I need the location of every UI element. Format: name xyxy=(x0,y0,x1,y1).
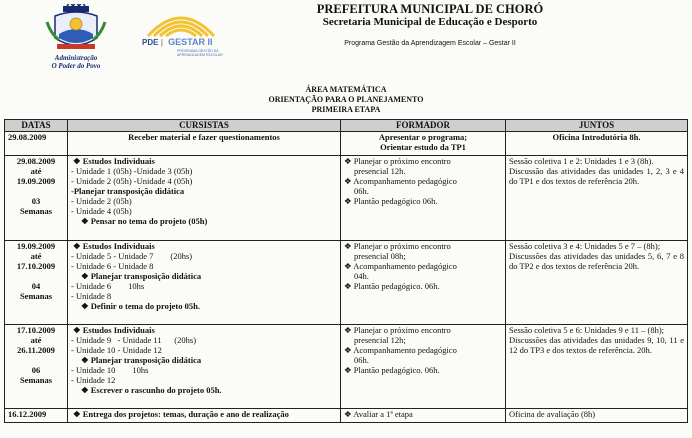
datas-cell xyxy=(5,156,68,241)
header-datas: DATAS xyxy=(5,120,68,132)
formador-line: ❖ Planejar o próximo encontro xyxy=(344,325,451,335)
prefeitura-title: PREFEITURA MUNICIPAL DE CHORÓ xyxy=(316,2,544,16)
cursistas-cell xyxy=(68,156,341,241)
cursistas-line: - Unidade 1 (05h) -Unidade 3 (05h) xyxy=(71,166,193,176)
formador-line: 04h. xyxy=(354,271,369,281)
cursistas-line: - Unidade 6 10hs xyxy=(71,281,145,291)
stage-heading: PRIMEIRA ETAPA xyxy=(311,105,381,114)
formador-line: ❖ Planejar o próximo encontro xyxy=(344,156,451,166)
datas-line xyxy=(8,355,64,365)
table-row xyxy=(5,325,688,409)
formador-line: presencial 08h; xyxy=(354,251,406,261)
gestar-wordmark: PDE | GESTAR II xyxy=(142,37,213,47)
datas-line: 03 xyxy=(31,196,41,206)
table-row xyxy=(5,409,688,423)
datas-line xyxy=(8,271,64,281)
formador-line: ❖ Avaliar a 1ª etapa xyxy=(344,409,413,419)
table-row xyxy=(5,156,688,241)
datas-line: 17.10.2009 xyxy=(16,325,56,335)
cursistas-line: - Unidade 9 - Unidade 11 (20hs) xyxy=(71,335,197,345)
juntos-cell xyxy=(506,132,688,156)
cursistas-line: Receber material e fazer questionamentos xyxy=(128,132,280,142)
logo-caption xyxy=(30,54,122,70)
formador-line: Orientar estudo da TP1 xyxy=(380,142,466,152)
gestar-subtitle: PROGRAMA GESTÃO DA APRENDIZAGEM ESCOLAR xyxy=(177,49,223,57)
datas-cell xyxy=(5,409,68,423)
formador-cell xyxy=(341,156,506,241)
datas-cell xyxy=(5,241,68,325)
datas-line: 06 xyxy=(31,365,41,375)
cursistas-cell xyxy=(68,325,341,409)
datas-line xyxy=(8,186,64,196)
pde-label: PDE xyxy=(142,38,159,47)
juntos-cell xyxy=(506,409,688,423)
header-juntos: JUNTOS xyxy=(506,120,688,132)
cursistas-line: - Unidade 2 (05h) -Unidade 4 (05h) xyxy=(71,176,193,186)
cursistas-line: - Unidade 4 (05h) xyxy=(71,206,132,216)
formador-cell xyxy=(341,325,506,409)
cursistas-cell xyxy=(68,132,341,156)
datas-line: 17.10.2009 xyxy=(16,261,56,271)
header-cursistas: CURSISTAS xyxy=(68,120,341,132)
cursistas-line: - Unidade 12 xyxy=(71,375,116,385)
cursistas-line: - Unidade 2 (05h) xyxy=(71,196,132,206)
juntos-line: Discussões das atividades das unidades 9, 10, 11 e 12 do TP3 e dos textos de referência. 20h. xyxy=(509,335,684,355)
formador-line: ❖ Acompanhamento pedagógico xyxy=(344,345,457,355)
cursistas-line: ❖ Planejar transposição didática xyxy=(81,271,202,281)
formador-line: presencial 12h; xyxy=(354,335,406,345)
municipal-coat-of-arms-logo xyxy=(45,4,107,56)
formador-line: Apresentar o programa; xyxy=(378,132,468,142)
planning-table xyxy=(4,119,688,423)
datas-line: 16.12.2009 xyxy=(8,409,47,419)
cursistas-line: - Unidade 6 - Unidade 8 xyxy=(71,261,154,271)
cursistas-line: - Unidade 8 xyxy=(71,291,112,301)
juntos-line: Oficina Introdutória 8h. xyxy=(552,132,641,142)
juntos-cell xyxy=(506,241,688,325)
juntos-line: Discussões das atividades das unidades 5, 6, 7 e 8 do TP2 e dos textos de referência 20h. xyxy=(509,251,684,271)
formador-cell xyxy=(341,132,506,156)
logo-caption-line-1: Administração xyxy=(54,54,98,62)
cursistas-line: ❖ Estudos Individuais xyxy=(73,156,155,166)
datas-line: Semanas xyxy=(19,291,53,301)
juntos-cell xyxy=(506,325,688,409)
header-formador: FORMADOR xyxy=(341,120,506,132)
datas-cell xyxy=(5,325,68,409)
cursistas-line: ❖ Planejar transposição didática xyxy=(81,355,202,365)
table-row xyxy=(5,241,688,325)
cursistas-line: ❖ Estudos Individuais xyxy=(73,241,155,251)
cursistas-line: -Planejar transposição didática xyxy=(71,186,185,196)
formador-line: ❖ Plantão pedagógico 06h. xyxy=(344,196,438,206)
cursistas-line: - Unidade 10 10hs xyxy=(71,365,149,375)
formador-line: presencial 12h. xyxy=(354,166,406,176)
formador-line: 06h. xyxy=(354,186,369,196)
cursistas-line: ❖ Pensar no tema do projeto (05h) xyxy=(81,216,208,226)
table-row xyxy=(5,132,688,156)
juntos-cell xyxy=(506,156,688,241)
formador-cell xyxy=(341,241,506,325)
formador-line: ❖ Planejar o próximo encontro xyxy=(344,241,451,251)
juntos-line: Discussão das atividades das unidades 1, 2, 3 e 4 do TP1 e dos textos de referência 20h. xyxy=(509,166,684,186)
juntos-line: Oficina de avaliação (8h) xyxy=(509,409,596,419)
datas-line: 26.11.2009 xyxy=(17,345,55,355)
datas-line: 19.09.2009 xyxy=(16,176,56,186)
cursistas-cell xyxy=(68,241,341,325)
orientation-heading: ORIENTAÇÃO PARA O PLANEJAMENTO xyxy=(268,95,424,104)
cursistas-line: ❖ Estudos Individuais xyxy=(73,325,155,335)
datas-line: Semanas xyxy=(19,375,53,385)
cursistas-line: ❖ Entrega dos projetos: temas, duração e ano de realização xyxy=(73,409,289,419)
cursistas-line: - Unidade 5 - Unidade 7 (20hs) xyxy=(71,251,193,261)
datas-line: até xyxy=(30,335,42,345)
area-heading: ÁREA MATEMÁTICA xyxy=(305,85,387,94)
juntos-line: Sessão coletiva 3 e 4: Unidades 5 e 7 – (8h); xyxy=(509,241,661,251)
formador-line: ❖ Acompanhamento pedagógico xyxy=(344,176,457,186)
logo-caption-line-2: O Poder do Povo xyxy=(51,62,101,70)
formador-cell xyxy=(341,409,506,423)
document-header xyxy=(0,0,692,80)
cursistas-cell xyxy=(68,409,341,423)
formador-line: 06h. xyxy=(354,355,369,365)
datas-line: 29.08.2009 xyxy=(8,132,47,142)
gestar-name: GESTAR II xyxy=(168,37,213,47)
secretaria-title: Secretaria Municipal de Educação e Desporto xyxy=(322,16,538,28)
datas-line: até xyxy=(30,166,42,176)
table-header-row xyxy=(5,120,688,132)
juntos-line: Sessão coletiva 5 e 6: Unidades 9 e 11 – (8h); xyxy=(509,325,665,335)
datas-line: até xyxy=(30,251,42,261)
cursistas-line: ❖ Definir o tema do projeto 05h. xyxy=(81,301,200,311)
datas-line: 29.08.2009 xyxy=(16,156,56,166)
datas-line: 04 xyxy=(31,281,41,291)
formador-line: ❖ Acompanhamento pedagógico xyxy=(344,261,457,271)
datas-line: 19.09.2009 xyxy=(16,241,56,251)
formador-line: ❖ Plantão pedagógico. 06h. xyxy=(344,365,440,375)
cursistas-line: - Unidade 10 - Unidade 12 xyxy=(71,345,162,355)
juntos-line: Sessão coletiva 1 e 2: Unidades 1 e 3 (8h). xyxy=(509,156,654,166)
cursistas-line: ❖ Escrever o rascunho do projeto 05h. xyxy=(81,385,222,395)
program-title: Programa Gestão da Aprendizagem Escolar – Gestar II xyxy=(344,40,516,47)
datas-cell xyxy=(5,132,68,156)
formador-line: ❖ Plantão pedagógico. 06h. xyxy=(344,281,440,291)
datas-line: Semanas xyxy=(19,206,53,216)
